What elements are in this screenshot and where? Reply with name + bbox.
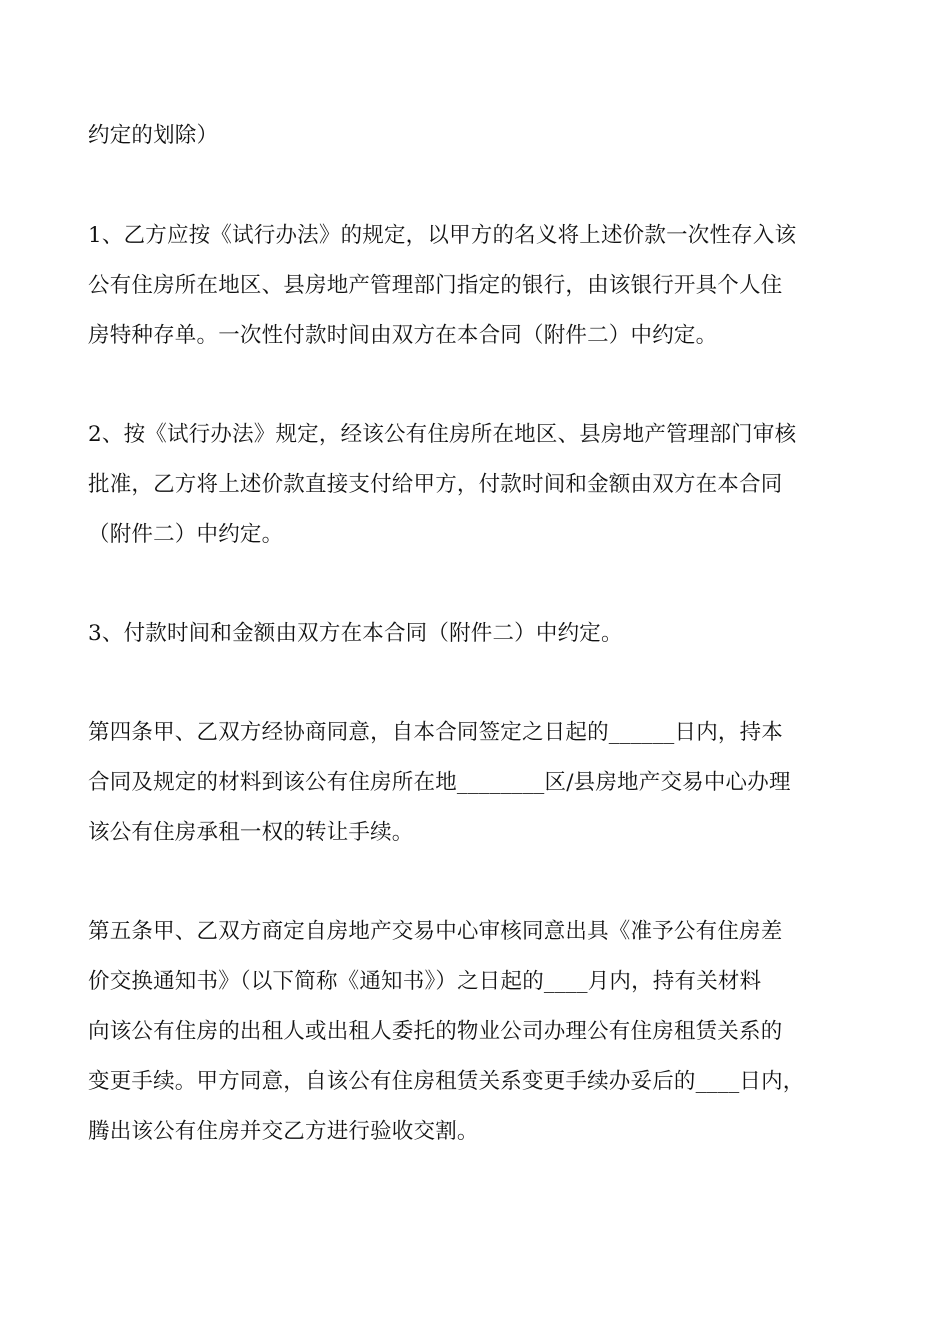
text-line-10: 合同及规定的材料到该公有住房所在地________区/县房地产交易中心办理 <box>88 770 791 795</box>
text-line-5: 2、按《试行办法》规定，经该公有住房所在地区、县房地产管理部门审核 <box>88 422 797 447</box>
text-line-15: 变更手续。甲方同意，自该公有住房租赁关系变更手续办妥后的____日内， <box>88 1069 805 1094</box>
text-line-16: 腾出该公有住房并交乙方进行验收交割。 <box>88 1119 479 1144</box>
text-line-1: 约定的划除） <box>88 123 219 148</box>
text-line-2: 1、乙方应按《试行办法》的规定，以甲方的名义将上述价款一次性存入该 <box>88 223 797 248</box>
text-line-14: 向该公有住房的出租人或出租人委托的物业公司办理公有住房租赁关系的 <box>88 1019 783 1044</box>
text-line-4: 房特种存单。一次性付款时间由双方在本合同（附件二）中约定。 <box>88 323 718 348</box>
text-line-7: （附件二）中约定。 <box>88 522 284 547</box>
text-line-11: 该公有住房承租一权的转让手续。 <box>88 820 414 845</box>
text-line-9: 第四条甲、乙双方经协商同意，自本合同签定之日起的______日内，持本 <box>88 720 784 745</box>
text-line-6: 批准，乙方将上述价款直接支付给甲方，付款时间和金额由双方在本合同 <box>88 472 783 497</box>
text-line-12: 第五条甲、乙双方商定自房地产交易中心审核同意出具《准予公有住房差 <box>88 919 783 944</box>
text-line-3: 公有住房所在地区、县房地产管理部门指定的银行，由该银行开具个人住 <box>88 273 783 298</box>
text-line-8: 3、付款时间和金额由双方在本合同（附件二）中约定。 <box>88 621 623 646</box>
text-line-13: 价交换通知书》（以下简称《通知书》）之日起的____月内，持有关材料 <box>88 969 762 994</box>
